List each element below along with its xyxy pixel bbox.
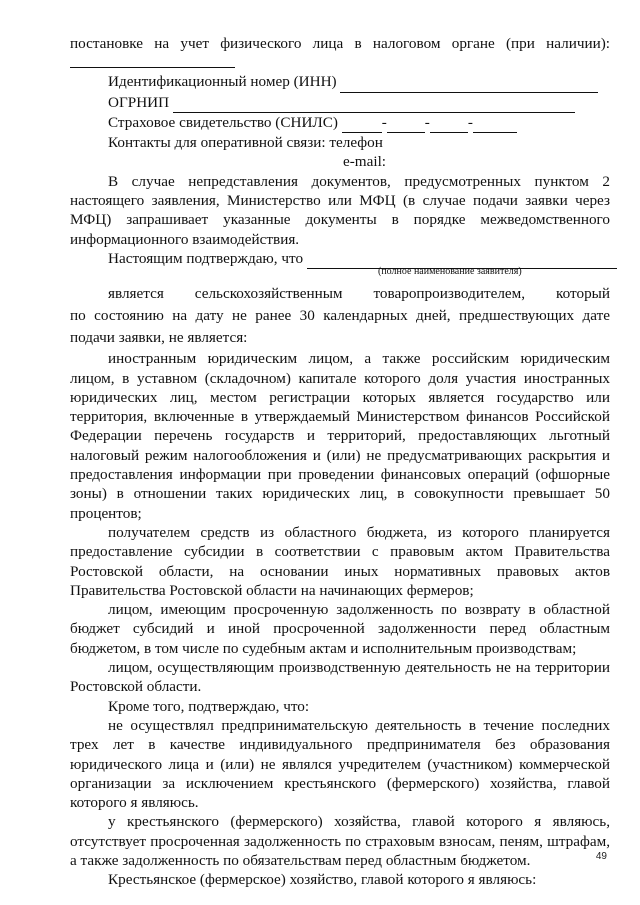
paragraph-overdue-debt: лицом, имеющим просроченную задолженность по возврату в областной бюджет субсидий и иной просроченной задолженности перед областным бюджетом, в том числе по судебным актам и исполнительным производствам; <box>70 601 610 657</box>
contacts-field <box>70 133 610 152</box>
snils-label: Страховое свидетельство (СНИЛС) <box>108 113 338 131</box>
snils-dash-1: - <box>381 113 387 131</box>
snils-blank-3 <box>430 113 468 133</box>
producer-line-3: подачи заявки, не является: <box>70 329 248 347</box>
applicant-name-caption: (полное наименование заявителя) <box>378 266 522 278</box>
email-label: e-mail: <box>343 153 387 171</box>
snils-field <box>70 113 610 133</box>
producer-line-1: является сельскохозяйственным товаропроизводителем, который <box>108 285 610 303</box>
paragraph-nonsubmission: В случае непредставления документов, предусмотренных пунктом 2 настоящего заявления, Министерство или МФЦ (в случае подачи заявки через МФЦ) запрашивает указанные документы в порядке межведомственного информационного взаимодействия. <box>70 172 610 248</box>
page-number: 49 <box>595 851 607 862</box>
confirm-label: Настоящим подтверждаю, что <box>108 249 304 267</box>
snils-blank-4 <box>473 113 517 133</box>
paragraph-foreign-entity: иностранным юридическим лицом, а также российским юридическим лицом, в уставном (складочном) капитале которого доля участия иностранных юридических лиц, местом регистрации которых является государство или территория, включенные в утверждаемый Министерством финансов Российской Федерации перечень государств и территорий, предоставляющих льготный налоговый режим налогообложения и (или) не предусматривающих раскрытия и предоставления информации при проведении финансовых операций (офшорные зоны) в отношении таких юридических лиц, в совокупности превышает 50 процентов; <box>70 350 610 522</box>
inn-field <box>70 72 610 92</box>
inn-blank <box>340 72 598 92</box>
inn-label: Идентификационный номер (ИНН) <box>108 73 337 91</box>
confirm-line <box>70 249 610 269</box>
producer-statement <box>70 283 610 349</box>
contacts-label: Контакты для оперативной связи: телефон <box>108 134 383 152</box>
paragraph-budget-recipient: получателем средств из областного бюджета, из которого планируется предоставление субсидии в соответствии с правовым актом Правительства Ростовской области, на основании иных нормативных правовых актов Правительства Ростовской области на начинающих фермеров; <box>70 523 610 599</box>
snils-blank-2 <box>387 113 425 133</box>
paragraph-no-arrears: у крестьянского (фермерского) хозяйства, главой которого я являюсь, отсутствует просроченная задолженность по страховым взносам, пеням, штрафам, а также задолженность по обязательствам перед областным бюджетом. <box>70 813 610 869</box>
producer-line-2: по состоянию на дату не ранее 30 календарных дней, предшествующих дате <box>70 307 610 325</box>
paragraph-outside-region: лицом, осуществляющим производственную деятельность не на территории Ростовской области. <box>70 659 610 696</box>
ogrnip-field <box>70 93 610 113</box>
ogrnip-label: ОГРНИП <box>108 93 170 111</box>
header-line: постановке на учет физического лица в налоговом органе (при наличии): <box>70 35 610 52</box>
snils-dash-2: - <box>424 113 430 131</box>
document-page <box>70 34 610 890</box>
paragraph-farm: Крестьянское (фермерское) хозяйство, главой которого я являюсь: <box>108 871 537 889</box>
paragraph-also-confirm: Кроме того, подтверждаю, что: <box>108 697 310 715</box>
snils-dash-3: - <box>467 113 473 131</box>
registration-blank-line <box>70 53 235 68</box>
ogrnip-blank <box>173 93 575 113</box>
email-field <box>70 152 610 171</box>
snils-blank-1 <box>342 113 382 133</box>
paragraph-not-entrepreneur: не осуществлял предпринимательскую деятельность в течение последних трех лет в качестве индивидуального предпринимателя без образования юридического лица и (или) не являлся учредителем (участником) коммерческой организации за исключением крестьянского (фермерского) хозяйства, главой которого я являюсь. <box>70 716 610 812</box>
